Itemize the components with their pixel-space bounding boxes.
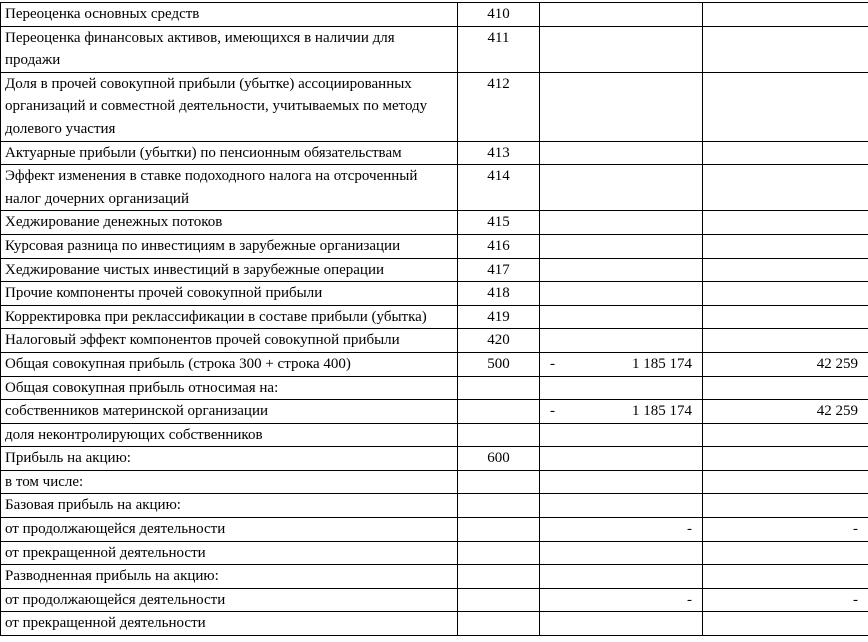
current-period-cell (540, 565, 703, 589)
row-label: Разводненная прибыль на акцию: (1, 565, 458, 589)
previous-period-cell (703, 400, 868, 424)
current-period-cell (540, 400, 703, 424)
row-code (458, 588, 540, 612)
row-code: 500 (458, 352, 540, 376)
row-label: Доля в прочей совокупной прибыли (убытке) ассоциированных организаций и совместной деятельности, учитываемых по методу долевого участия (1, 72, 458, 141)
row-code: 410 (458, 3, 540, 27)
previous-period-cell (703, 423, 868, 447)
row-label: Хеджирование чистых инвестиций в зарубежные операции (1, 258, 458, 282)
previous-period-cell (703, 72, 868, 141)
table-row (1, 352, 868, 376)
table-row (1, 26, 868, 72)
current-period-cell (540, 447, 703, 471)
current-period-cell (540, 588, 703, 612)
previous-period-cell (703, 26, 868, 72)
current-period-cell (540, 72, 703, 141)
row-label: Общая совокупная прибыль (строка 300 + строка 400) (1, 352, 458, 376)
row-label: Актуарные прибыли (убытки) по пенсионным обязательствам (1, 141, 458, 165)
row-label: Переоценка основных средств (1, 3, 458, 27)
row-label: Эффект изменения в ставке подоходного налога на отсроченный налог дочерних организаций (1, 165, 458, 211)
table-row (1, 447, 868, 471)
previous-period-cell (703, 470, 868, 494)
current-period-cell (540, 518, 703, 542)
row-code: 418 (458, 282, 540, 306)
table-row (1, 305, 868, 329)
current-period-cell (540, 423, 703, 447)
row-label: Корректировка при реклассификации в составе прибыли (убытка) (1, 305, 458, 329)
previous-period-cell (703, 329, 868, 353)
table-row (1, 565, 868, 589)
row-code (458, 470, 540, 494)
table-row (1, 141, 868, 165)
row-code (458, 494, 540, 518)
previous-period-cell (703, 3, 868, 27)
row-code: 411 (458, 26, 540, 72)
row-label: от прекращенной деятельности (1, 541, 458, 565)
table-row (1, 400, 868, 424)
row-label: Курсовая разница по инвестициям в зарубежные организации (1, 234, 458, 258)
table-row (1, 211, 868, 235)
previous-period-cell (703, 494, 868, 518)
row-code (458, 400, 540, 424)
table-row (1, 494, 868, 518)
previous-period-cell (703, 234, 868, 258)
row-code: 417 (458, 258, 540, 282)
table-row (1, 282, 868, 306)
current-period-dash: - (550, 403, 555, 420)
row-label: собственников материнской организации (1, 400, 458, 424)
table-row (1, 3, 868, 27)
table-row (1, 423, 868, 447)
row-code (458, 518, 540, 542)
current-period-cell (540, 141, 703, 165)
current-period-cell (540, 612, 703, 636)
current-period-value: - (687, 521, 692, 538)
table-row (1, 470, 868, 494)
previous-period-cell (703, 612, 868, 636)
current-period-cell (540, 494, 703, 518)
previous-period-cell (703, 141, 868, 165)
row-code (458, 565, 540, 589)
current-period-value: 1 185 174 (632, 403, 692, 420)
previous-period-dash: - (853, 521, 858, 538)
current-period-dash: - (550, 355, 555, 372)
row-label: Прибыль на акцию: (1, 447, 458, 471)
previous-period-cell (703, 258, 868, 282)
table-row (1, 234, 868, 258)
row-code: 600 (458, 447, 540, 471)
current-period-cell (540, 211, 703, 235)
previous-period-cell (703, 518, 868, 542)
row-label: доля неконтролирующих собственников (1, 423, 458, 447)
previous-period-cell (703, 565, 868, 589)
previous-period-cell (703, 165, 868, 211)
previous-period-cell (703, 376, 868, 400)
table-row (1, 258, 868, 282)
previous-period-cell (703, 447, 868, 471)
table-body (1, 3, 868, 636)
row-label: Базовая прибыль на акцию: (1, 494, 458, 518)
previous-period-cell (703, 211, 868, 235)
row-code: 419 (458, 305, 540, 329)
current-period-cell (540, 3, 703, 27)
row-label: от прекращенной деятельности (1, 612, 458, 636)
current-period-cell (540, 352, 703, 376)
row-code (458, 541, 540, 565)
previous-period-value: 42 259 (816, 403, 858, 420)
row-code: 413 (458, 141, 540, 165)
row-code (458, 612, 540, 636)
current-period-cell (540, 234, 703, 258)
row-label: от продолжающейся деятельности (1, 518, 458, 542)
row-code: 415 (458, 211, 540, 235)
row-code: 416 (458, 234, 540, 258)
comprehensive-income-table (0, 2, 868, 636)
current-period-cell (540, 470, 703, 494)
previous-period-value: 42 259 (816, 355, 858, 372)
current-period-cell (540, 165, 703, 211)
table-row (1, 612, 868, 636)
current-period-cell (540, 26, 703, 72)
current-period-cell (540, 376, 703, 400)
previous-period-cell (703, 282, 868, 306)
current-period-value: 1 185 174 (632, 355, 692, 372)
row-label: Переоценка финансовых активов, имеющихся в наличии для продажи (1, 26, 458, 72)
table-row (1, 376, 868, 400)
previous-period-cell (703, 588, 868, 612)
previous-period-cell (703, 352, 868, 376)
row-code: 420 (458, 329, 540, 353)
row-label: от продолжающейся деятельности (1, 588, 458, 612)
row-code: 412 (458, 72, 540, 141)
current-period-cell (540, 305, 703, 329)
table-row (1, 588, 868, 612)
table-row (1, 72, 868, 141)
current-period-cell (540, 258, 703, 282)
current-period-cell (540, 282, 703, 306)
row-label: в том числе: (1, 470, 458, 494)
table-row (1, 541, 868, 565)
row-code: 414 (458, 165, 540, 211)
previous-period-cell (703, 541, 868, 565)
current-period-cell (540, 329, 703, 353)
table-row (1, 518, 868, 542)
row-label: Общая совокупная прибыль относимая на: (1, 376, 458, 400)
row-code (458, 376, 540, 400)
row-code (458, 423, 540, 447)
row-label: Прочие компоненты прочей совокупной прибыли (1, 282, 458, 306)
current-period-value: - (687, 591, 692, 608)
previous-period-cell (703, 305, 868, 329)
row-label: Хеджирование денежных потоков (1, 211, 458, 235)
row-label: Налоговый эффект компонентов прочей совокупной прибыли (1, 329, 458, 353)
table-row (1, 165, 868, 211)
table-row (1, 329, 868, 353)
current-period-cell (540, 541, 703, 565)
previous-period-dash: - (853, 591, 858, 608)
